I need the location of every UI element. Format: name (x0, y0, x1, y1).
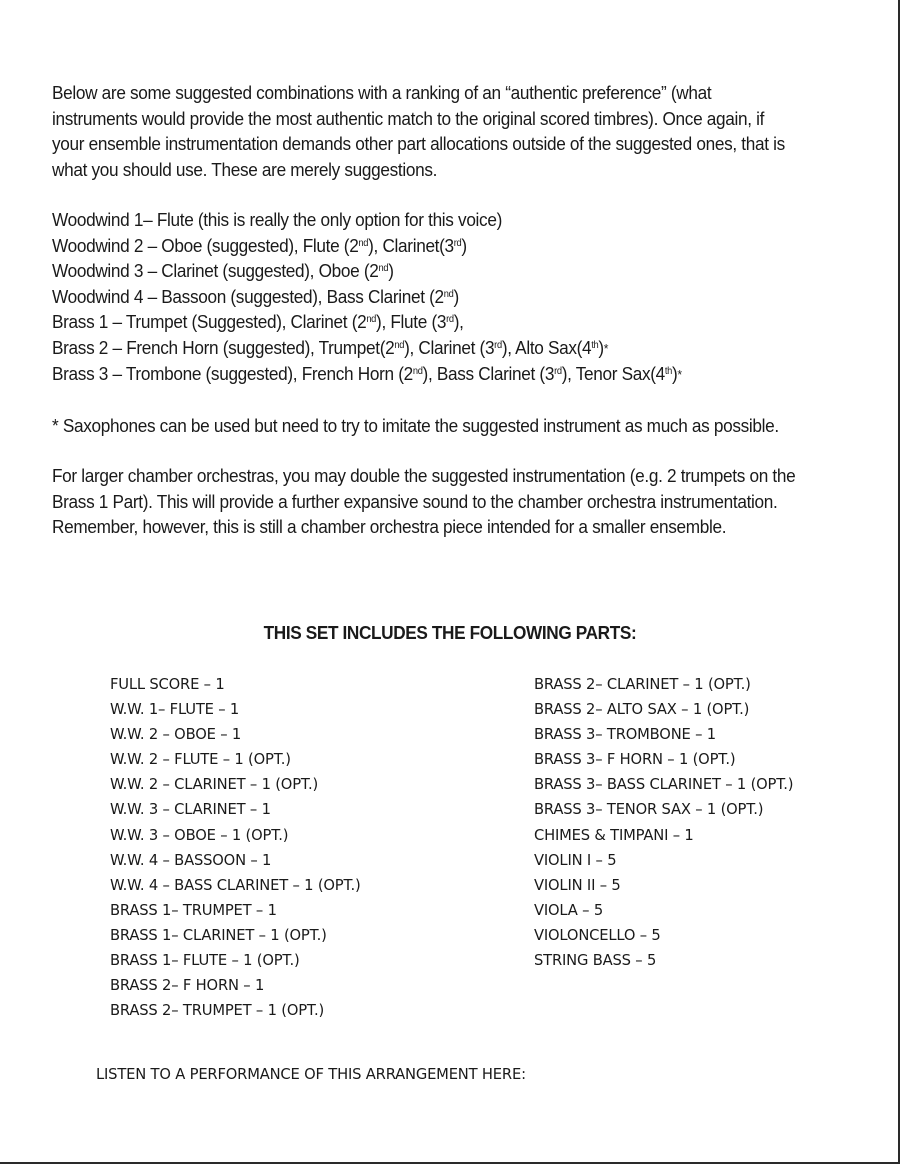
voice-line (52, 207, 796, 233)
voice-label: Woodwind 2 – (52, 234, 162, 256)
voice-label: Brass 3 – (52, 363, 126, 384)
voice-label: Brass 1 – (52, 311, 126, 332)
voice-line (52, 335, 796, 362)
voice-choices: Clarinet (suggested), Oboe (2nd) (161, 260, 394, 281)
voice-choices: Trumpet (Suggested), Clarinet (2nd), Flute (3rd), (125, 311, 464, 332)
part-item: W.W. 1– FLUTE – 1 (110, 700, 240, 719)
part-item: FULL SCORE – 1 (110, 675, 225, 693)
part-item: BRASS 3– TENOR SAX – 1 (OPT.) (534, 800, 764, 819)
part-item: BRASS 1– TRUMPET – 1 (110, 900, 277, 919)
part-item: W.W. 4 – BASSOON – 1 (110, 850, 272, 869)
part-item: BRASS 2– TRUMPET – 1 (OPT.) (110, 1001, 325, 1020)
part-item: W.W. 2 – FLUTE – 1 (OPT.) (110, 750, 291, 769)
voice-label: Woodwind 3 – (52, 260, 162, 281)
voice-line (52, 284, 796, 310)
part-item: VIOLONCELLO – 5 (534, 925, 661, 944)
part-item: BRASS 2– CLARINET – 1 (OPT.) (534, 675, 751, 693)
part-item: BRASS 2– ALTO SAX – 1 (OPT.) (534, 700, 750, 719)
part-item: BRASS 2– F HORN – 1 (110, 976, 265, 995)
parts-list-left (110, 672, 361, 1023)
part-item: W.W. 4 – BASS CLARINET – 1 (OPT.) (110, 875, 361, 894)
voice-label: Woodwind 4 – (52, 285, 162, 307)
voice-choices: Trombone (suggested), French Horn (2nd), Bass Clarinet (3rd), Tenor Sax(4th)* (125, 363, 682, 384)
part-item: CHIMES & TIMPANI – 1 (534, 825, 694, 844)
part-item: BRASS 3– BASS CLARINET – 1 (OPT.) (534, 775, 794, 794)
part-item: VIOLIN I – 5 (534, 850, 617, 869)
voice-label: Brass 2 – (52, 336, 127, 358)
voice-line (52, 233, 796, 259)
larger-orchestra-paragraph: For larger chamber orchestras, you may double the suggested instrumentation (e.g. 2 trumpets on the Brass 1 Part). This will provide a further expansive sound to the chamber orchestra instrumentation. Remember, however, this is still a chamber orchestra piece intended for a smaller ensemble. (52, 465, 796, 537)
parts-heading: THIS SET INCLUDES THE FOLLOWING PARTS: (263, 622, 637, 643)
part-item: W.W. 2 – OBOE – 1 (110, 725, 242, 744)
part-item: W.W. 3 – OBOE – 1 (OPT.) (110, 825, 289, 844)
voice-choices: Bassoon (suggested), Bass Clarinet (2nd) (161, 285, 459, 307)
listen-performance-text: LISTEN TO A PERFORMANCE OF THIS ARRANGEMENT HERE: (96, 1065, 526, 1083)
voice-label: Woodwind 1– (52, 209, 157, 230)
voice-choices: Oboe (suggested), Flute (2nd), Clarinet(3rd) (161, 234, 467, 256)
part-item: BRASS 1– FLUTE – 1 (OPT.) (110, 951, 300, 970)
part-item: BRASS 3– F HORN – 1 (OPT.) (534, 750, 736, 769)
part-item: BRASS 1– CLARINET – 1 (OPT.) (110, 925, 327, 944)
voice-suggestion-list (52, 207, 796, 388)
saxophone-note: * Saxophones can be used but need to try to imitate the suggested instrument as much as possible. (52, 414, 779, 436)
intro-section (52, 80, 796, 540)
part-item: W.W. 3 – CLARINET – 1 (110, 800, 271, 819)
intro-paragraph: Below are some suggested combinations with a ranking of an “authentic preference” (what instruments would provide the most authentic match to the original scored timbres). Once again, if your ensemble instrumentation demands other part allocations outside of the suggested ones, that is what you should use. These are merely suggestions. (52, 82, 785, 180)
part-item: VIOLA – 5 (534, 900, 604, 919)
voice-choices: Flute (this is really the only option for this voice) (156, 209, 502, 230)
part-item: VIOLIN II – 5 (534, 875, 621, 894)
part-item: BRASS 3– TROMBONE – 1 (534, 725, 716, 744)
parts-list-right (534, 672, 793, 973)
part-item: STRING BASS – 5 (534, 951, 657, 970)
voice-line (52, 309, 796, 335)
voice-line (52, 258, 796, 284)
voice-line (52, 361, 796, 388)
voice-choices: French Horn (suggested), Trumpet(2nd), Clarinet (3rd), Alto Sax(4th)* (126, 336, 609, 358)
part-item: W.W. 2 – CLARINET – 1 (OPT.) (110, 775, 319, 794)
